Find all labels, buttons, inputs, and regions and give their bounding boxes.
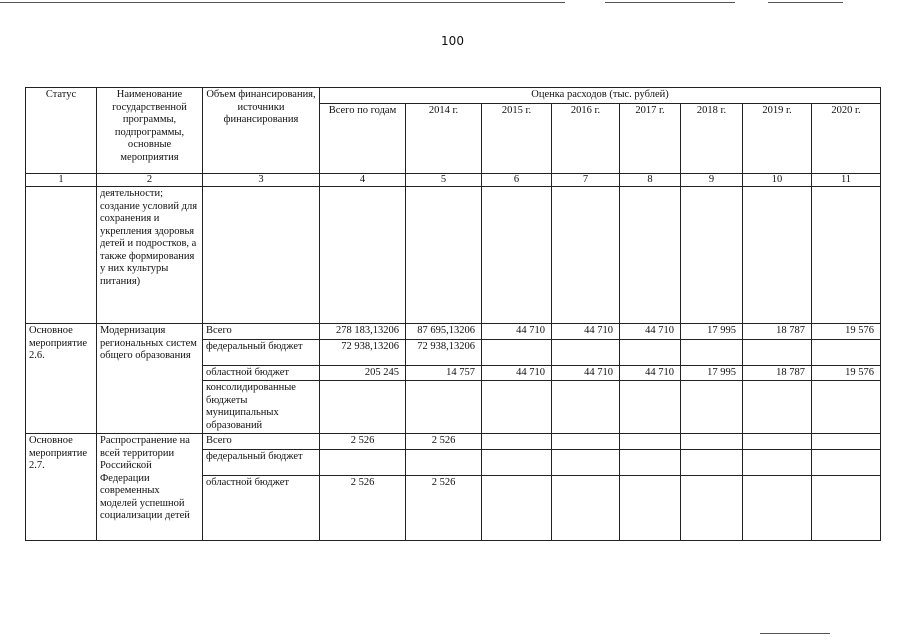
- measure-2-6-name: Модернизация региональных систем общего образования: [97, 324, 203, 434]
- value-cell: 205 245: [320, 365, 406, 381]
- header-year: 2017 г.: [620, 103, 681, 173]
- column-number: 10: [743, 173, 812, 187]
- value-cell: 18 787: [743, 365, 812, 381]
- value-cell: 44 710: [482, 324, 552, 340]
- header-status: Статус: [26, 88, 97, 174]
- value-cell: 278 183,13206: [320, 324, 406, 340]
- header-year: 2018 г.: [681, 103, 743, 173]
- continuation-status: [26, 187, 97, 324]
- continuation-name: деятельности; создание условий для сохранения и укрепления здоровья детей и подростков, а также формирования у них культуры питания): [97, 187, 203, 324]
- value-cell: 2 526: [320, 434, 406, 450]
- header-estimate: Оценка расходов (тыс. рублей): [320, 88, 881, 104]
- value-cell: 44 710: [482, 365, 552, 381]
- column-number: 9: [681, 173, 743, 187]
- header-year: 2016 г.: [552, 103, 620, 173]
- source-label: областной бюджет: [203, 365, 320, 381]
- value-cell: 72 938,13206: [320, 339, 406, 365]
- value-cell: 87 695,13206: [406, 324, 482, 340]
- value-cell: 2 526: [406, 434, 482, 450]
- source-label: федеральный бюджет: [203, 339, 320, 365]
- source-label: консолидированные бюджеты муниципальных образований: [203, 381, 320, 434]
- column-number: 2: [97, 173, 203, 187]
- source-label: федеральный бюджет: [203, 449, 320, 475]
- measure-2-7-name: Распространение на всей территории Российской Федерации современных моделей успешной социализации детей: [97, 434, 203, 541]
- header-total: Всего по годам: [320, 103, 406, 173]
- column-number: 11: [812, 173, 881, 187]
- column-number: 3: [203, 173, 320, 187]
- column-number-row: [26, 173, 881, 187]
- header-year: 2020 г.: [812, 103, 881, 173]
- value-cell: 18 787: [743, 324, 812, 340]
- continuation-row: [26, 187, 881, 324]
- value-cell: 44 710: [552, 324, 620, 340]
- page-number: 100: [441, 34, 464, 48]
- value-cell: 44 710: [620, 365, 681, 381]
- value-cell: 2 526: [320, 475, 406, 540]
- header-year: 2014 г.: [406, 103, 482, 173]
- measure-2-6-status: Основное мероприятие 2.6.: [26, 324, 97, 434]
- top-rule-middle: [605, 2, 735, 3]
- value-cell: 44 710: [552, 365, 620, 381]
- column-number: 6: [482, 173, 552, 187]
- value-cell: 17 995: [681, 365, 743, 381]
- header-year: 2015 г.: [482, 103, 552, 173]
- top-rule-left: [0, 2, 565, 3]
- value-cell: 2 526: [406, 475, 482, 540]
- header-row: [26, 88, 881, 104]
- value-cell: 17 995: [681, 324, 743, 340]
- value-cell: 44 710: [620, 324, 681, 340]
- bottom-rule: [760, 633, 830, 634]
- column-number: 5: [406, 173, 482, 187]
- expenditure-table: [25, 87, 881, 541]
- source-label: Всего: [203, 324, 320, 340]
- top-rule-right: [768, 2, 843, 3]
- column-number: 7: [552, 173, 620, 187]
- value-cell: 19 576: [812, 324, 881, 340]
- column-number: 1: [26, 173, 97, 187]
- column-number: 4: [320, 173, 406, 187]
- column-number: 8: [620, 173, 681, 187]
- value-cell: 19 576: [812, 365, 881, 381]
- header-volume: Объем финансирования, источники финансирования: [203, 88, 320, 174]
- source-label: Всего: [203, 434, 320, 450]
- table-row: [26, 434, 881, 450]
- measure-2-7-status: Основное мероприятие 2.7.: [26, 434, 97, 541]
- source-label: областной бюджет: [203, 475, 320, 540]
- table-row: [26, 324, 881, 340]
- header-year: 2019 г.: [743, 103, 812, 173]
- value-cell: 14 757: [406, 365, 482, 381]
- value-cell: 72 938,13206: [406, 339, 482, 365]
- header-name: Наименование государственной программы, подпрограммы, основные мероприятия: [97, 88, 203, 174]
